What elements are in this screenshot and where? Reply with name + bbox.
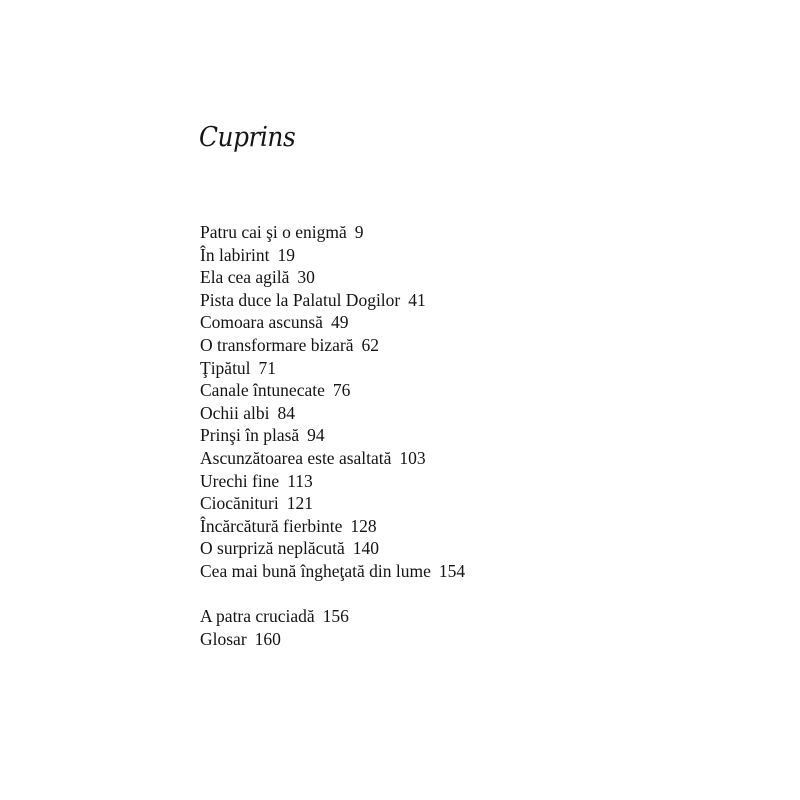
toc-entry-page: 49: [330, 312, 349, 333]
toc-entry-title: O transformare bizară: [200, 334, 354, 355]
toc-entry-title: Ochii albi: [200, 402, 270, 423]
toc-entry-title: Comoara ascunsă: [200, 312, 323, 333]
toc-entry-title: Urechi fine: [200, 470, 280, 491]
toc-entry: [200, 447, 465, 470]
toc-entry-page: 128: [350, 515, 377, 536]
toc-entry-title: Ţipătul: [200, 357, 251, 378]
toc-entry-title: A patra cruciadă: [200, 606, 315, 627]
toc-entry-title: În labirint: [200, 244, 270, 265]
toc-entry: [200, 379, 465, 402]
toc-entry-title: O surpriză neplăcută: [200, 538, 345, 559]
toc-entry-title: Ela cea agilă: [200, 267, 290, 288]
toc-entry-page: 62: [361, 334, 380, 355]
toc-entry-page: 113: [287, 470, 313, 491]
toc-entry: [200, 424, 465, 447]
page-title: Cuprins: [199, 122, 296, 153]
toc-entry-page: 30: [297, 267, 315, 288]
toc-appendix-group: [200, 605, 465, 650]
toc-entry-title: Cea mai bună îngheţată din lume: [200, 560, 431, 581]
toc-entry-title: Canale întunecate: [200, 380, 325, 401]
toc-entry-page: 94: [307, 425, 325, 446]
toc-entry: [200, 357, 465, 380]
toc-entry-page: 140: [352, 538, 380, 559]
toc-entry-title: Ciocănituri: [200, 493, 279, 514]
toc-entry-page: 76: [332, 380, 351, 401]
toc-entry-page: 121: [286, 493, 313, 514]
toc-entry-page: 160: [254, 628, 281, 649]
toc-entry: [200, 289, 465, 312]
table-of-contents: [200, 221, 465, 650]
toc-chapters-group: [200, 221, 465, 583]
toc-entry: [200, 605, 465, 628]
toc-entry: [200, 334, 465, 357]
toc-entry-title: Glosar: [200, 628, 247, 649]
toc-entry: [200, 515, 465, 538]
toc-entry: [200, 537, 465, 560]
toc-entry-page: 41: [408, 289, 426, 310]
toc-entry: [200, 628, 465, 651]
toc-entry-page: 103: [399, 447, 426, 468]
toc-entry-title: Prinşi în plasă: [200, 425, 300, 446]
toc-entry-title: Încărcătură fierbinte: [200, 515, 343, 536]
toc-entry-title: Ascunzătoarea este asaltată: [200, 447, 392, 468]
toc-entry-page: 154: [438, 560, 466, 581]
toc-entry-page: 84: [277, 402, 295, 423]
toc-entry-page: 156: [322, 606, 349, 627]
toc-entry: [200, 470, 465, 493]
toc-entry: [200, 244, 465, 267]
toc-entry-page: 71: [258, 357, 277, 378]
toc-entry: [200, 266, 465, 289]
toc-entry: [200, 311, 465, 334]
toc-entry-title: Pista duce la Palatul Dogilor: [200, 289, 401, 310]
toc-entry-page: 9: [354, 222, 364, 242]
toc-entry-title: Patru cai şi o enigmă: [200, 222, 347, 242]
toc-entry: [200, 492, 465, 515]
toc-entry: [200, 402, 465, 425]
toc-entry: [200, 560, 465, 583]
toc-entry: [200, 221, 465, 244]
toc-entry-page: 19: [277, 244, 295, 265]
